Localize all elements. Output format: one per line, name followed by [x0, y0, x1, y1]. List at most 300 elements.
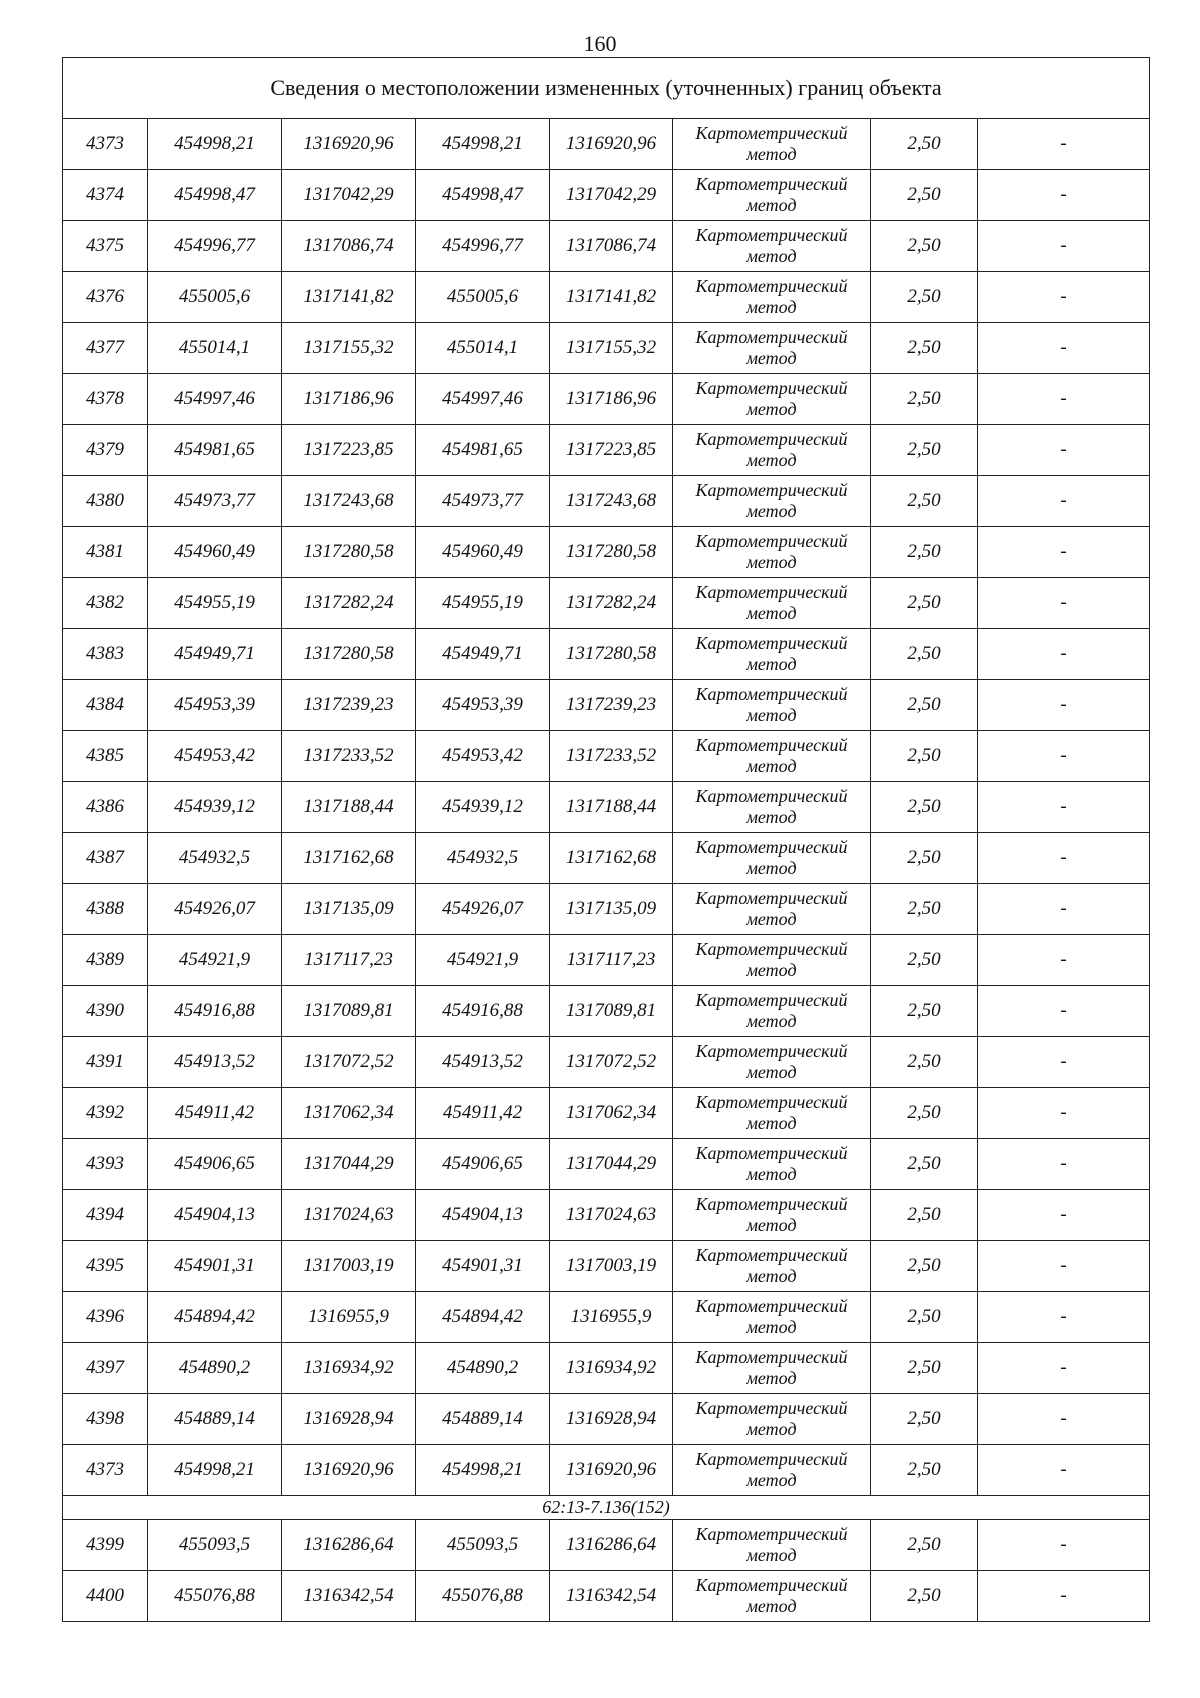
table-row: [63, 425, 1150, 476]
method-line1: Картометрический: [695, 276, 848, 296]
x-existing-cell: 454953,42: [148, 731, 282, 782]
accuracy-cell: 2,50: [871, 1088, 978, 1139]
x-new-cell: 454949,71: [416, 629, 550, 680]
method-cell: [673, 629, 871, 680]
point-number-cell: 4385: [63, 731, 148, 782]
description-cell: -: [978, 1571, 1150, 1622]
y-existing-cell: 1317188,44: [282, 782, 416, 833]
table-row: [63, 323, 1150, 374]
y-existing-cell: 1317155,32: [282, 323, 416, 374]
method-cell: [673, 731, 871, 782]
method-line2: метод: [746, 501, 797, 521]
accuracy-cell: 2,50: [871, 272, 978, 323]
table-row: [63, 782, 1150, 833]
table-title-row: [63, 58, 1150, 119]
method-line2: метод: [746, 297, 797, 317]
method-line2: метод: [746, 603, 797, 623]
x-existing-cell: 454949,71: [148, 629, 282, 680]
method-cell: [673, 782, 871, 833]
y-new-cell: 1316342,54: [550, 1571, 673, 1622]
point-number-cell: 4383: [63, 629, 148, 680]
x-existing-cell: 454955,19: [148, 578, 282, 629]
method-cell: [673, 323, 871, 374]
accuracy-cell: 2,50: [871, 1343, 978, 1394]
y-existing-cell: 1317135,09: [282, 884, 416, 935]
description-cell: -: [978, 323, 1150, 374]
table-row: [63, 221, 1150, 272]
table-row: [63, 680, 1150, 731]
y-existing-cell: 1317243,68: [282, 476, 416, 527]
method-line1: Картометрический: [695, 684, 848, 704]
method-cell: [673, 374, 871, 425]
x-new-cell: 455014,1: [416, 323, 550, 374]
x-new-cell: 454904,13: [416, 1190, 550, 1241]
y-existing-cell: 1317280,58: [282, 629, 416, 680]
method-cell: [673, 935, 871, 986]
point-number-cell: 4377: [63, 323, 148, 374]
method-line1: Картометрический: [695, 327, 848, 347]
accuracy-cell: 2,50: [871, 170, 978, 221]
y-new-cell: 1317186,96: [550, 374, 673, 425]
method-cell: [673, 170, 871, 221]
description-cell: -: [978, 527, 1150, 578]
method-line1: Картометрический: [695, 735, 848, 755]
y-existing-cell: 1316342,54: [282, 1571, 416, 1622]
method-line2: метод: [746, 1317, 797, 1337]
y-existing-cell: 1317089,81: [282, 986, 416, 1037]
accuracy-cell: 2,50: [871, 323, 978, 374]
accuracy-cell: 2,50: [871, 1190, 978, 1241]
accuracy-cell: 2,50: [871, 1241, 978, 1292]
table-row: [63, 119, 1150, 170]
y-new-cell: 1317233,52: [550, 731, 673, 782]
method-line1: Картометрический: [695, 786, 848, 806]
x-existing-cell: 454894,42: [148, 1292, 282, 1343]
description-cell: -: [978, 986, 1150, 1037]
accuracy-cell: 2,50: [871, 1571, 978, 1622]
x-existing-cell: 454913,52: [148, 1037, 282, 1088]
accuracy-cell: 2,50: [871, 680, 978, 731]
x-existing-cell: 454921,9: [148, 935, 282, 986]
boundary-coordinates-table: [62, 57, 1150, 1622]
table-row: [63, 1394, 1150, 1445]
method-line1: Картометрический: [695, 990, 848, 1010]
accuracy-cell: 2,50: [871, 119, 978, 170]
y-existing-cell: 1317141,82: [282, 272, 416, 323]
method-cell: [673, 1037, 871, 1088]
accuracy-cell: 2,50: [871, 1445, 978, 1496]
method-line1: Картометрический: [695, 1143, 848, 1163]
y-new-cell: 1317188,44: [550, 782, 673, 833]
page-number: 160: [583, 31, 617, 56]
method-line2: метод: [746, 807, 797, 827]
x-existing-cell: 454901,31: [148, 1241, 282, 1292]
table-row: [63, 1088, 1150, 1139]
method-cell: [673, 1190, 871, 1241]
y-new-cell: 1316928,94: [550, 1394, 673, 1445]
method-line1: Картометрический: [695, 174, 848, 194]
y-new-cell: 1317282,24: [550, 578, 673, 629]
x-new-cell: 454911,42: [416, 1088, 550, 1139]
method-line1: Картометрический: [695, 1041, 848, 1061]
method-line2: метод: [746, 1470, 797, 1490]
method-line1: Картометрический: [695, 1245, 848, 1265]
accuracy-cell: 2,50: [871, 833, 978, 884]
method-cell: [673, 884, 871, 935]
method-line1: Картометрический: [695, 378, 848, 398]
method-line1: Картометрический: [695, 480, 848, 500]
method-cell: [673, 221, 871, 272]
y-new-cell: 1317155,32: [550, 323, 673, 374]
table-row: [63, 170, 1150, 221]
x-new-cell: 454953,39: [416, 680, 550, 731]
y-new-cell: 1317280,58: [550, 527, 673, 578]
x-existing-cell: 454953,39: [148, 680, 282, 731]
x-new-cell: 454906,65: [416, 1139, 550, 1190]
y-new-cell: 1317243,68: [550, 476, 673, 527]
method-cell: [673, 986, 871, 1037]
x-new-cell: 454998,21: [416, 119, 550, 170]
accuracy-cell: 2,50: [871, 884, 978, 935]
point-number-cell: 4389: [63, 935, 148, 986]
method-line2: метод: [746, 348, 797, 368]
table-row: [63, 1037, 1150, 1088]
method-cell: [673, 578, 871, 629]
method-line2: метод: [746, 858, 797, 878]
description-cell: -: [978, 374, 1150, 425]
point-number-cell: 4392: [63, 1088, 148, 1139]
point-number-cell: 4397: [63, 1343, 148, 1394]
method-line1: Картометрический: [695, 1347, 848, 1367]
y-new-cell: 1317280,58: [550, 629, 673, 680]
accuracy-cell: 2,50: [871, 476, 978, 527]
x-existing-cell: 454998,21: [148, 119, 282, 170]
table-row: [63, 1520, 1150, 1571]
x-new-cell: 454998,21: [416, 1445, 550, 1496]
method-cell: [673, 1139, 871, 1190]
table-row: [63, 629, 1150, 680]
method-cell: [673, 1394, 871, 1445]
x-existing-cell: 454939,12: [148, 782, 282, 833]
point-number-cell: 4400: [63, 1571, 148, 1622]
method-line2: метод: [746, 1419, 797, 1439]
method-line2: метод: [746, 246, 797, 266]
x-new-cell: 454894,42: [416, 1292, 550, 1343]
table-row: [63, 476, 1150, 527]
description-cell: -: [978, 935, 1150, 986]
point-number-cell: 4384: [63, 680, 148, 731]
point-number-cell: 4382: [63, 578, 148, 629]
method-line1: Картометрический: [695, 123, 848, 143]
x-new-cell: 454932,5: [416, 833, 550, 884]
x-new-cell: 454890,2: [416, 1343, 550, 1394]
table-row: [63, 1571, 1150, 1622]
accuracy-cell: 2,50: [871, 374, 978, 425]
table-row: [63, 527, 1150, 578]
method-line2: метод: [746, 144, 797, 164]
table-title: Сведения о местоположении измененных (уточненных) границ объекта: [63, 58, 1150, 119]
y-existing-cell: 1317086,74: [282, 221, 416, 272]
y-new-cell: 1316934,92: [550, 1343, 673, 1394]
description-cell: -: [978, 1394, 1150, 1445]
description-cell: -: [978, 1520, 1150, 1571]
description-cell: -: [978, 221, 1150, 272]
y-new-cell: 1317024,63: [550, 1190, 673, 1241]
point-number-cell: 4398: [63, 1394, 148, 1445]
x-new-cell: 455076,88: [416, 1571, 550, 1622]
method-cell: [673, 527, 871, 578]
x-new-cell: 455005,6: [416, 272, 550, 323]
method-line1: Картометрический: [695, 1575, 848, 1595]
x-existing-cell: 454889,14: [148, 1394, 282, 1445]
description-cell: -: [978, 833, 1150, 884]
point-number-cell: 4380: [63, 476, 148, 527]
description-cell: -: [978, 170, 1150, 221]
x-existing-cell: 454890,2: [148, 1343, 282, 1394]
y-new-cell: 1317062,34: [550, 1088, 673, 1139]
description-cell: -: [978, 425, 1150, 476]
x-new-cell: 454921,9: [416, 935, 550, 986]
method-cell: [673, 1343, 871, 1394]
table-row: [63, 986, 1150, 1037]
method-cell: [673, 833, 871, 884]
y-new-cell: 1316920,96: [550, 119, 673, 170]
method-line1: Картометрический: [695, 939, 848, 959]
method-line2: метод: [746, 1266, 797, 1286]
method-line2: метод: [746, 1011, 797, 1031]
x-existing-cell: 455093,5: [148, 1520, 282, 1571]
table-body: [63, 58, 1150, 1622]
description-cell: -: [978, 884, 1150, 935]
accuracy-cell: 2,50: [871, 782, 978, 833]
y-existing-cell: 1317044,29: [282, 1139, 416, 1190]
method-line1: Картометрический: [695, 1092, 848, 1112]
method-line2: метод: [746, 960, 797, 980]
x-existing-cell: 455005,6: [148, 272, 282, 323]
x-new-cell: 454939,12: [416, 782, 550, 833]
x-existing-cell: 454973,77: [148, 476, 282, 527]
method-line2: метод: [746, 399, 797, 419]
point-number-cell: 4399: [63, 1520, 148, 1571]
method-line2: метод: [746, 450, 797, 470]
x-new-cell: 454973,77: [416, 476, 550, 527]
point-number-cell: 4390: [63, 986, 148, 1037]
point-number-cell: 4373: [63, 119, 148, 170]
y-new-cell: 1317072,52: [550, 1037, 673, 1088]
accuracy-cell: 2,50: [871, 1394, 978, 1445]
accuracy-cell: 2,50: [871, 425, 978, 476]
method-line1: Картометрический: [695, 633, 848, 653]
y-new-cell: 1317141,82: [550, 272, 673, 323]
y-new-cell: 1316286,64: [550, 1520, 673, 1571]
description-cell: -: [978, 782, 1150, 833]
point-number-cell: 4374: [63, 170, 148, 221]
x-existing-cell: 455076,88: [148, 1571, 282, 1622]
y-existing-cell: 1316920,96: [282, 1445, 416, 1496]
table-row: [63, 1343, 1150, 1394]
y-new-cell: 1317089,81: [550, 986, 673, 1037]
table-row: [63, 1445, 1150, 1496]
x-new-cell: 454901,31: [416, 1241, 550, 1292]
section-row: [63, 1496, 1150, 1520]
point-number-cell: 4379: [63, 425, 148, 476]
method-cell: [673, 425, 871, 476]
point-number-cell: 4387: [63, 833, 148, 884]
method-cell: [673, 476, 871, 527]
table-row: [63, 935, 1150, 986]
method-line2: метод: [746, 756, 797, 776]
method-cell: [673, 1445, 871, 1496]
description-cell: -: [978, 272, 1150, 323]
y-existing-cell: 1316934,92: [282, 1343, 416, 1394]
x-existing-cell: 454906,65: [148, 1139, 282, 1190]
point-number-cell: 4386: [63, 782, 148, 833]
y-new-cell: 1317239,23: [550, 680, 673, 731]
y-new-cell: 1317042,29: [550, 170, 673, 221]
y-existing-cell: 1317280,58: [282, 527, 416, 578]
y-new-cell: 1317135,09: [550, 884, 673, 935]
method-line2: метод: [746, 1215, 797, 1235]
method-line2: метод: [746, 1545, 797, 1565]
accuracy-cell: 2,50: [871, 578, 978, 629]
x-new-cell: 454960,49: [416, 527, 550, 578]
accuracy-cell: 2,50: [871, 731, 978, 782]
method-cell: [673, 272, 871, 323]
y-existing-cell: 1316955,9: [282, 1292, 416, 1343]
table-row: [63, 1190, 1150, 1241]
y-new-cell: 1317044,29: [550, 1139, 673, 1190]
x-existing-cell: 454981,65: [148, 425, 282, 476]
description-cell: -: [978, 119, 1150, 170]
x-new-cell: 454889,14: [416, 1394, 550, 1445]
y-existing-cell: 1316920,96: [282, 119, 416, 170]
y-existing-cell: 1317282,24: [282, 578, 416, 629]
description-cell: -: [978, 578, 1150, 629]
accuracy-cell: 2,50: [871, 1139, 978, 1190]
x-new-cell: 454916,88: [416, 986, 550, 1037]
method-cell: [673, 680, 871, 731]
description-cell: -: [978, 629, 1150, 680]
x-existing-cell: 454997,46: [148, 374, 282, 425]
method-cell: [673, 1088, 871, 1139]
y-existing-cell: 1316928,94: [282, 1394, 416, 1445]
point-number-cell: 4376: [63, 272, 148, 323]
x-existing-cell: 454998,21: [148, 1445, 282, 1496]
x-existing-cell: 454916,88: [148, 986, 282, 1037]
method-line2: метод: [746, 1113, 797, 1133]
accuracy-cell: 2,50: [871, 1292, 978, 1343]
point-number-cell: 4395: [63, 1241, 148, 1292]
y-new-cell: 1317003,19: [550, 1241, 673, 1292]
y-new-cell: 1316955,9: [550, 1292, 673, 1343]
method-line1: Картометрический: [695, 1398, 848, 1418]
description-cell: -: [978, 1241, 1150, 1292]
description-cell: -: [978, 1292, 1150, 1343]
method-line1: Картометрический: [695, 1296, 848, 1316]
x-new-cell: 454998,47: [416, 170, 550, 221]
method-line1: Картометрический: [695, 531, 848, 551]
x-new-cell: 455093,5: [416, 1520, 550, 1571]
x-existing-cell: 454911,42: [148, 1088, 282, 1139]
table-row: [63, 833, 1150, 884]
accuracy-cell: 2,50: [871, 986, 978, 1037]
point-number-cell: 4378: [63, 374, 148, 425]
method-line2: метод: [746, 1596, 797, 1616]
table-row: [63, 1292, 1150, 1343]
x-existing-cell: 454926,07: [148, 884, 282, 935]
x-new-cell: 454955,19: [416, 578, 550, 629]
y-new-cell: 1317117,23: [550, 935, 673, 986]
x-new-cell: 454981,65: [416, 425, 550, 476]
y-existing-cell: 1317003,19: [282, 1241, 416, 1292]
x-existing-cell: 454996,77: [148, 221, 282, 272]
table-row: [63, 578, 1150, 629]
table-row: [63, 1241, 1150, 1292]
table-row: [63, 272, 1150, 323]
description-cell: -: [978, 1088, 1150, 1139]
y-existing-cell: 1317186,96: [282, 374, 416, 425]
y-new-cell: 1317086,74: [550, 221, 673, 272]
y-existing-cell: 1317162,68: [282, 833, 416, 884]
point-number-cell: 4396: [63, 1292, 148, 1343]
method-line1: Картометрический: [695, 837, 848, 857]
x-existing-cell: 454932,5: [148, 833, 282, 884]
method-line2: метод: [746, 195, 797, 215]
method-line2: метод: [746, 1368, 797, 1388]
x-new-cell: 454996,77: [416, 221, 550, 272]
accuracy-cell: 2,50: [871, 1037, 978, 1088]
method-line1: Картометрический: [695, 225, 848, 245]
section-label: 62:13-7.136(152): [63, 1496, 1150, 1520]
description-cell: -: [978, 1139, 1150, 1190]
method-line2: метод: [746, 552, 797, 572]
method-line2: метод: [746, 1164, 797, 1184]
table-row: [63, 1139, 1150, 1190]
point-number-cell: 4393: [63, 1139, 148, 1190]
method-line2: метод: [746, 654, 797, 674]
y-existing-cell: 1317062,34: [282, 1088, 416, 1139]
method-cell: [673, 1292, 871, 1343]
point-number-cell: 4381: [63, 527, 148, 578]
y-existing-cell: 1317239,23: [282, 680, 416, 731]
method-line1: Картометрический: [695, 1449, 848, 1469]
description-cell: -: [978, 1445, 1150, 1496]
point-number-cell: 4391: [63, 1037, 148, 1088]
y-new-cell: 1317162,68: [550, 833, 673, 884]
accuracy-cell: 2,50: [871, 527, 978, 578]
point-number-cell: 4375: [63, 221, 148, 272]
description-cell: -: [978, 1343, 1150, 1394]
x-existing-cell: 454904,13: [148, 1190, 282, 1241]
method-cell: [673, 1571, 871, 1622]
table-row: [63, 731, 1150, 782]
y-existing-cell: 1317233,52: [282, 731, 416, 782]
x-existing-cell: 454998,47: [148, 170, 282, 221]
y-existing-cell: 1317117,23: [282, 935, 416, 986]
y-existing-cell: 1317072,52: [282, 1037, 416, 1088]
y-existing-cell: 1317024,63: [282, 1190, 416, 1241]
method-cell: [673, 1241, 871, 1292]
accuracy-cell: 2,50: [871, 629, 978, 680]
description-cell: -: [978, 680, 1150, 731]
method-line2: метод: [746, 1062, 797, 1082]
method-line1: Картометрический: [695, 582, 848, 602]
description-cell: -: [978, 476, 1150, 527]
method-cell: [673, 119, 871, 170]
table-row: [63, 884, 1150, 935]
y-existing-cell: 1316286,64: [282, 1520, 416, 1571]
method-line1: Картометрический: [695, 429, 848, 449]
